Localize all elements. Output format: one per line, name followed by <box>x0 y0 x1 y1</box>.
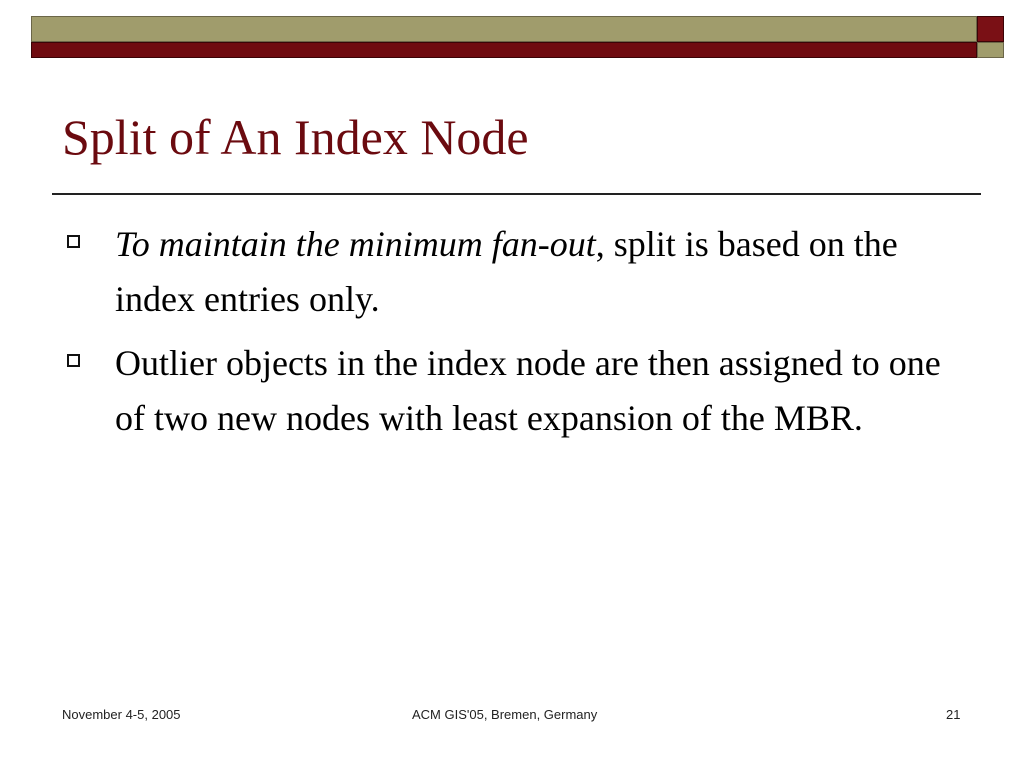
title-divider <box>52 193 981 195</box>
bullet-body: , split is based on the index entries only. <box>115 224 898 319</box>
hollow-square-bullet-icon <box>67 354 80 367</box>
bullet-list <box>66 217 946 455</box>
header-band-red <box>31 42 977 58</box>
hollow-square-bullet-icon <box>67 235 80 248</box>
footer-date: November 4-5, 2005 <box>62 707 181 722</box>
bullet-italic-lead: To maintain the minimum fan-out <box>115 224 596 264</box>
bullet-text <box>115 217 946 327</box>
slide-title: Split of An Index Node <box>62 109 529 165</box>
bullet-body: Outlier objects in the index node are then assigned to one of two new nodes with least expansion of the MBR. <box>115 343 941 438</box>
bullet-item <box>66 336 946 446</box>
header-band-olive <box>31 16 977 42</box>
footer-page-number: 21 <box>946 707 961 722</box>
header-corner-block-olive <box>977 42 1004 58</box>
bullet-text <box>115 336 946 446</box>
header-corner-block-red <box>977 16 1004 42</box>
footer-event: ACM GIS'05, Bremen, Germany <box>412 707 598 722</box>
bullet-item <box>66 217 946 327</box>
